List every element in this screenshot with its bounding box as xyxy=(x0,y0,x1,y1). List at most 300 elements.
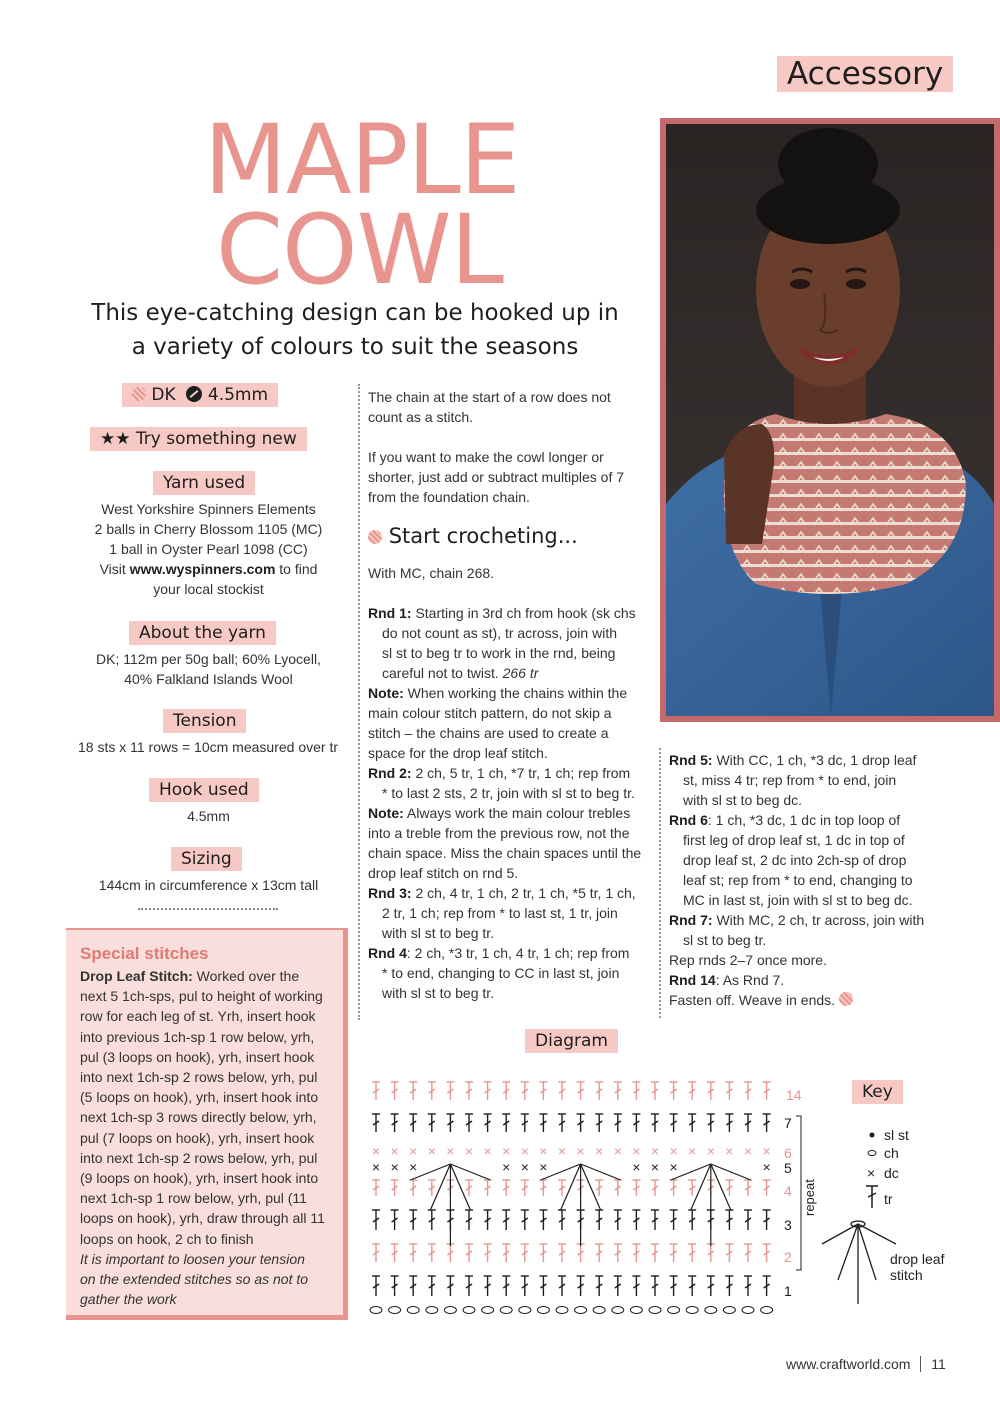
tr-stitch xyxy=(670,1210,678,1230)
yarn-line: 1 ball in Oyster Pearl 1098 (CC) xyxy=(109,541,308,557)
tr-stitch xyxy=(670,1082,678,1100)
tr-stitch xyxy=(465,1244,473,1262)
tr-stitch xyxy=(465,1082,473,1100)
title-line-1: MAPLE xyxy=(204,104,520,216)
key-label: dc xyxy=(884,1165,899,1181)
ch-stitch xyxy=(537,1307,549,1314)
special-stitch-line: loops on hook, 2 ch to finish xyxy=(80,1230,254,1247)
tr-stitch xyxy=(632,1082,640,1100)
tr-stitch xyxy=(670,1244,678,1262)
tr-stitch xyxy=(688,1276,696,1296)
key-label: tr xyxy=(884,1191,893,1207)
tr-stitch xyxy=(521,1180,529,1196)
ch-stitch xyxy=(705,1307,717,1314)
intro-line: The chain at the start of a row does not xyxy=(368,389,611,405)
tr-stitch xyxy=(428,1082,436,1100)
round-label: Rnd 6 xyxy=(669,812,708,828)
round-label: Rnd 14 xyxy=(669,972,716,988)
tr-stitch xyxy=(651,1276,659,1296)
instruction-line: space for the drop leaf stitch. xyxy=(368,745,548,761)
tr-stitch xyxy=(763,1114,771,1132)
yarn-stockist-line xyxy=(66,559,351,579)
footer-website[interactable]: www.craftworld.com xyxy=(786,1356,911,1372)
hook-used-heading: Hook used xyxy=(149,778,259,802)
instruction-line: sl st to beg tr to work in the rnd, being xyxy=(382,645,616,661)
instruction-line: With CC, 1 ch, *3 dc, 1 drop leaf xyxy=(712,752,917,768)
dc-stitch: × xyxy=(650,1159,660,1175)
special-stitch-line: into next 1ch-sp 2 rows below, yrh, pul xyxy=(80,1069,318,1086)
dc-stitch: × xyxy=(762,1143,771,1159)
visit-suffix: to find xyxy=(275,561,318,577)
row-number: 6 xyxy=(784,1145,792,1161)
dc-stitch: × xyxy=(669,1143,678,1159)
tr-stitch xyxy=(539,1276,547,1296)
special-stitch-note: on the extended stitches so as not to xyxy=(80,1271,309,1288)
tr-stitch xyxy=(558,1082,566,1100)
tr-stitch xyxy=(763,1210,771,1230)
tr-stitch xyxy=(670,1114,678,1132)
tr-stitch xyxy=(744,1244,752,1262)
tr-stitch xyxy=(372,1276,380,1296)
dc-stitch: × xyxy=(539,1159,548,1175)
tr-stitch xyxy=(409,1244,417,1262)
dc-stitch: × xyxy=(595,1143,604,1159)
tr-stitch xyxy=(521,1082,529,1100)
about-yarn-line: 40% Falkland Islands Wool xyxy=(124,671,293,687)
row-number: 3 xyxy=(784,1217,792,1233)
tr-stitch xyxy=(558,1276,566,1296)
tr-stitch xyxy=(521,1114,529,1132)
dc-stitch: × xyxy=(539,1143,548,1159)
yarn-used-heading: Yarn used xyxy=(153,471,255,495)
spec-pill xyxy=(122,383,278,407)
tr-stitch xyxy=(502,1244,510,1262)
special-stitch-line: into next 1ch-sp 2 rows below, yrh, pul xyxy=(80,1149,318,1166)
instruction-line: drop leaf stitch on rnd 5. xyxy=(368,865,519,881)
tr-stitch xyxy=(391,1114,399,1132)
tr-stitch xyxy=(577,1244,585,1262)
standfirst-line-2: a variety of colours to suit the seasons xyxy=(131,334,579,360)
visit-prefix: Visit xyxy=(99,561,130,577)
key-label: drop leaf xyxy=(890,1251,945,1267)
dc-stitch: × xyxy=(464,1143,474,1159)
tr-stitch xyxy=(539,1244,547,1262)
round-label: Rnd 5: xyxy=(669,752,713,768)
repeat-bracket xyxy=(796,1116,801,1270)
special-stitch-note: gather the work xyxy=(80,1291,177,1308)
round-label: Rnd 1: xyxy=(368,605,412,621)
special-stitch-line: pul (7 loops on hook), yrh, insert hook xyxy=(80,1129,315,1146)
instruction-line: do not count as st), tr across, join with xyxy=(382,625,617,641)
special-stitches-heading: Special stitches xyxy=(80,944,209,963)
tr-stitch xyxy=(651,1180,659,1196)
tr-stitch xyxy=(521,1244,529,1262)
ch-stitch xyxy=(389,1307,401,1314)
ch-symbol xyxy=(868,1151,876,1156)
dc-stitch: × xyxy=(483,1143,492,1159)
instruction-line: : 1 ch, *3 dc, 1 dc in top loop of xyxy=(707,812,901,828)
diagram-key xyxy=(818,1120,978,1320)
tension-text: 18 sts x 11 rows = 10cm measured over tr xyxy=(77,739,338,755)
tr-stitch xyxy=(688,1082,696,1100)
dc-stitch: × xyxy=(632,1159,641,1175)
tr-stitch xyxy=(446,1082,454,1100)
footer xyxy=(786,1356,946,1372)
tr-stitch xyxy=(539,1210,547,1230)
footer-divider xyxy=(920,1356,921,1372)
special-stitch-line: pul (3 loops on hook), yrh, insert hook xyxy=(80,1048,315,1065)
instruction-line: stitch – the chains are used to create a xyxy=(368,725,609,741)
special-stitch-line: (5 loops on hook), yrh, insert hook into xyxy=(80,1089,319,1106)
ch-stitch xyxy=(761,1307,773,1314)
tr-stitch xyxy=(465,1210,473,1230)
row-number: 1 xyxy=(784,1283,792,1299)
tr-stitch xyxy=(744,1210,752,1230)
tr-stitch xyxy=(484,1244,492,1262)
yarn-ball-icon xyxy=(132,387,146,401)
instruction-line: Fasten off. Weave in ends. xyxy=(669,992,836,1008)
instruction-line: : 2 ch, *3 tr, 1 ch, 4 tr, 1 ch; rep from xyxy=(406,945,630,961)
dc-stitch: × xyxy=(576,1143,585,1159)
dc-stitch: × xyxy=(390,1159,399,1175)
key-label: ch xyxy=(884,1145,899,1161)
tr-stitch xyxy=(372,1082,380,1100)
tr-stitch xyxy=(577,1082,585,1100)
special-stitches-box xyxy=(66,928,348,1320)
tr-stitch xyxy=(391,1180,399,1196)
tr-stitch xyxy=(484,1180,492,1196)
dc-stitch: × xyxy=(762,1159,771,1175)
instruction-line: into a treble from the previous row, not the xyxy=(368,825,630,841)
divider xyxy=(138,908,278,910)
dc-stitch: × xyxy=(409,1159,418,1175)
sl-st-symbol xyxy=(870,1133,875,1138)
tr-stitch xyxy=(595,1082,603,1100)
ch-stitch xyxy=(556,1307,568,1314)
tr-stitch xyxy=(614,1210,622,1230)
tr-stitch xyxy=(428,1114,436,1132)
tr-stitch xyxy=(428,1244,436,1262)
tr-stitch xyxy=(632,1114,640,1132)
round-label: Rnd 7: xyxy=(669,912,713,928)
note-label: Note: xyxy=(368,805,404,821)
instruction-line: chain space. Miss the chain spaces until the xyxy=(368,845,642,861)
instruction-line: st, miss 4 tr; rep from * to end, join xyxy=(683,772,897,788)
instruction-line: 2 ch, 4 tr, 1 ch, 2 tr, 1 ch, *5 tr, 1 ch, xyxy=(411,885,636,901)
ch-stitch xyxy=(575,1307,587,1314)
column-divider xyxy=(659,748,661,1018)
tr-stitch xyxy=(688,1210,696,1230)
intro-line: count as a stitch. xyxy=(368,409,474,425)
hook-used-text: 4.5mm xyxy=(187,808,230,824)
model-photo xyxy=(660,118,1000,722)
ch-stitch xyxy=(444,1307,456,1314)
dc-stitch: × xyxy=(743,1143,753,1159)
tr-stitch xyxy=(744,1180,752,1196)
key-label: stitch xyxy=(890,1267,923,1283)
special-stitch-note: It is important to loosen your tension xyxy=(80,1250,305,1267)
sizing-heading: Sizing xyxy=(171,847,242,871)
special-stitch-term: Drop Leaf Stitch: xyxy=(80,968,193,984)
tr-stitch xyxy=(539,1114,547,1132)
dc-stitch: × xyxy=(409,1143,418,1159)
tr-stitch xyxy=(484,1210,492,1230)
repeat-label: repeat xyxy=(802,1179,817,1216)
tr-stitch xyxy=(465,1276,473,1296)
special-stitch-line: next 1ch-sp 3 rows directly below, yrh, xyxy=(80,1109,317,1126)
ch-stitch xyxy=(500,1307,512,1314)
stitch-count: 266 tr xyxy=(502,665,539,681)
tr-stitch xyxy=(558,1210,566,1230)
ch-stitch xyxy=(612,1307,624,1314)
tr-stitch xyxy=(763,1180,771,1196)
key-label: sl st xyxy=(884,1127,909,1143)
tr-stitch xyxy=(725,1244,733,1262)
about-yarn-heading: About the yarn xyxy=(129,621,276,645)
round-label: Rnd 3: xyxy=(368,885,412,901)
dc-stitch: × xyxy=(725,1143,734,1159)
tension-heading: Tension xyxy=(163,709,246,733)
instruction-line: first leg of drop leaf st, 1 dc in top of xyxy=(683,832,905,848)
tr-stitch xyxy=(484,1114,492,1132)
tr-stitch xyxy=(670,1276,678,1296)
tr-stitch xyxy=(744,1082,752,1100)
tr-stitch xyxy=(577,1276,585,1296)
special-stitch-text: Worked over the xyxy=(192,968,300,984)
tr-stitch xyxy=(651,1082,659,1100)
round-label: Rnd 4 xyxy=(368,945,407,961)
instruction-line: * to end, changing to CC in last st, join xyxy=(382,965,620,981)
tr-stitch xyxy=(446,1114,454,1132)
dc-stitch: × xyxy=(557,1143,567,1159)
tr-stitch xyxy=(632,1210,640,1230)
tr-stitch xyxy=(409,1180,417,1196)
sizing-text: 144cm in circumference x 13cm tall xyxy=(98,877,319,893)
tr-stitch xyxy=(670,1180,678,1196)
note-label: Note: xyxy=(368,685,404,701)
tr-stitch xyxy=(539,1180,547,1196)
tr-stitch xyxy=(558,1114,566,1132)
row-number: 5 xyxy=(784,1160,792,1176)
start-crocheting-heading xyxy=(368,521,658,551)
diagram-heading: Diagram xyxy=(525,1029,618,1053)
drop-leaf-stitch xyxy=(541,1164,621,1246)
ch-stitch xyxy=(742,1307,754,1314)
instruction-line: with sl st to beg tr. xyxy=(382,925,495,941)
tr-stitch xyxy=(763,1244,771,1262)
tr-stitch xyxy=(428,1210,436,1230)
instruction-line: 2 ch, 5 tr, 1 ch, *7 tr, 1 ch; rep from xyxy=(411,765,631,781)
instructions-right xyxy=(669,750,959,1010)
tr-stitch xyxy=(725,1210,733,1230)
tr-stitch xyxy=(372,1244,380,1262)
start-heading-text: Start crocheting... xyxy=(388,524,578,548)
tr-stitch xyxy=(428,1180,436,1196)
tr-stitch xyxy=(372,1180,380,1196)
round-label: Rnd 2: xyxy=(368,765,412,781)
tr-stitch xyxy=(465,1114,473,1132)
tr-stitch xyxy=(577,1114,585,1132)
tr-stitch xyxy=(614,1082,622,1100)
dc-symbol: × xyxy=(867,1165,876,1181)
section-tag: Accessory xyxy=(777,56,953,92)
special-stitch-line: into previous 1ch-sp 1 row below, yrh, xyxy=(80,1028,315,1045)
dc-stitch: × xyxy=(520,1159,529,1175)
tr-stitch xyxy=(502,1180,510,1196)
dc-stitch: × xyxy=(427,1143,436,1159)
tr-stitch xyxy=(744,1114,752,1132)
tr-symbol xyxy=(866,1186,878,1208)
tr-stitch xyxy=(409,1114,417,1132)
special-stitch-line: (9 loops on hook), yrh, insert hook into xyxy=(80,1170,319,1187)
tr-stitch xyxy=(372,1114,380,1132)
yarn-ball-icon xyxy=(368,530,382,544)
tr-stitch xyxy=(614,1180,622,1196)
tr-stitch xyxy=(614,1244,622,1262)
instruction-line: 2 tr, 1 ch; rep from * to last st, 1 tr, join xyxy=(382,905,618,921)
about-yarn-text xyxy=(66,649,351,689)
tr-stitch xyxy=(595,1180,603,1196)
tr-stitch xyxy=(391,1210,399,1230)
tr-stitch xyxy=(725,1082,733,1100)
ch-stitch xyxy=(519,1307,531,1314)
yarn-line: 2 balls in Cherry Blossom 1105 (MC) xyxy=(94,521,323,537)
tr-stitch xyxy=(446,1244,454,1262)
tr-stitch xyxy=(707,1244,715,1262)
instruction-line: Rep rnds 2–7 once more. xyxy=(669,952,827,968)
tr-stitch xyxy=(409,1210,417,1230)
tr-stitch xyxy=(409,1276,417,1296)
instruction-line: careful not to twist. xyxy=(382,665,503,681)
yarn-line: your local stockist xyxy=(153,581,264,597)
tr-stitch xyxy=(688,1114,696,1132)
dc-stitch: × xyxy=(669,1159,678,1175)
instruction-line: sl st to beg tr. xyxy=(683,932,767,948)
dc-stitch: × xyxy=(502,1143,511,1159)
tr-stitch xyxy=(651,1244,659,1262)
column-divider xyxy=(358,384,360,1020)
intro-line: from the foundation chain. xyxy=(368,489,530,505)
tr-stitch xyxy=(539,1082,547,1100)
tr-stitch xyxy=(707,1082,715,1100)
ch-stitch xyxy=(668,1307,680,1314)
standfirst-line-1: This eye-catching design can be hooked up in xyxy=(91,300,619,326)
instruction-line: With MC, chain 268. xyxy=(368,565,495,581)
tr-stitch xyxy=(391,1082,399,1100)
about-yarn-line: DK; 112m per 50g ball; 60% Lyocell, xyxy=(96,651,321,667)
special-stitch-line: next 1ch-sp 1 row below, yrh, pul (11 xyxy=(80,1190,307,1207)
tr-stitch xyxy=(558,1244,566,1262)
dc-stitch: × xyxy=(502,1159,511,1175)
tr-stitch xyxy=(725,1276,733,1296)
tr-stitch xyxy=(614,1276,622,1296)
dc-stitch: × xyxy=(613,1143,622,1159)
difficulty-pill xyxy=(90,427,307,451)
instruction-line: MC in last st, join with sl st to beg dc. xyxy=(683,892,913,908)
stockist-link[interactable]: www.wyspinners.com xyxy=(129,561,276,577)
drop-leaf-stitch xyxy=(671,1164,751,1246)
tr-stitch xyxy=(744,1276,752,1296)
instruction-line: with sl st to beg dc. xyxy=(683,792,803,808)
ch-stitch xyxy=(723,1307,735,1314)
tr-stitch xyxy=(595,1244,603,1262)
tr-stitch xyxy=(558,1180,566,1196)
ch-stitch xyxy=(370,1307,382,1314)
tr-stitch xyxy=(595,1276,603,1296)
dc-stitch: × xyxy=(650,1143,660,1159)
diagram-stitches xyxy=(370,1082,773,1314)
tr-stitch xyxy=(502,1210,510,1230)
tr-stitch xyxy=(632,1180,640,1196)
instruction-line: drop leaf st, 2 dc into 2ch-sp of drop xyxy=(683,852,907,868)
ch-stitch xyxy=(686,1307,698,1314)
tr-stitch xyxy=(763,1276,771,1296)
row-number: 14 xyxy=(786,1087,802,1103)
tr-stitch xyxy=(409,1082,417,1100)
tr-stitch xyxy=(688,1180,696,1196)
dc-stitch: × xyxy=(632,1143,641,1159)
special-stitch-line: row for each leg of st. Yrh, insert hook xyxy=(80,1008,316,1025)
tr-stitch xyxy=(465,1180,473,1196)
tr-stitch xyxy=(763,1082,771,1100)
difficulty-label: Try something new xyxy=(135,429,297,449)
tr-stitch xyxy=(614,1114,622,1132)
ch-stitch xyxy=(630,1307,642,1314)
hook-size: 4.5mm xyxy=(207,385,269,405)
instructions-middle xyxy=(368,387,658,1003)
tr-stitch xyxy=(651,1210,659,1230)
special-stitch-line: next 5 1ch-sps, pul to height of working xyxy=(80,988,323,1005)
instruction-line: main colour stitch pattern, do not skip a xyxy=(368,705,612,721)
tr-stitch xyxy=(707,1276,715,1296)
dc-stitch: × xyxy=(390,1143,399,1159)
yarn-ball-icon xyxy=(839,992,853,1006)
tr-stitch xyxy=(391,1276,399,1296)
dc-stitch: × xyxy=(371,1159,381,1175)
yarn-used-text xyxy=(66,499,351,599)
instruction-line: With MC, 2 ch, tr across, join with xyxy=(712,912,925,928)
key-heading: Key xyxy=(852,1080,903,1104)
dc-stitch: × xyxy=(446,1143,455,1159)
tr-stitch xyxy=(707,1114,715,1132)
model-illustration xyxy=(666,124,994,716)
tr-stitch xyxy=(484,1276,492,1296)
ch-stitch xyxy=(649,1307,661,1314)
tr-stitch xyxy=(651,1114,659,1132)
tr-stitch xyxy=(502,1082,510,1100)
instruction-line: Starting in 3rd ch from hook (sk chs xyxy=(411,605,636,621)
ch-stitch xyxy=(482,1307,494,1314)
intro-line: shorter, just add or subtract multiples of 7 xyxy=(368,469,625,485)
tr-stitch xyxy=(391,1244,399,1262)
tr-stitch xyxy=(502,1276,510,1296)
standfirst xyxy=(60,296,650,364)
ch-stitch xyxy=(426,1307,438,1314)
crochet-hook-icon xyxy=(186,386,202,402)
tr-stitch xyxy=(502,1114,510,1132)
tr-stitch xyxy=(595,1210,603,1230)
dc-stitch: × xyxy=(688,1143,697,1159)
row-number: 4 xyxy=(784,1183,792,1199)
difficulty-stars: ★★ xyxy=(100,429,131,449)
dc-stitch: × xyxy=(706,1143,715,1159)
instruction-line: * to last 2 sts, 2 tr, join with sl st to beg tr. xyxy=(382,785,635,801)
dc-stitch: × xyxy=(520,1143,529,1159)
tr-stitch xyxy=(632,1244,640,1262)
page-number: 11 xyxy=(931,1356,946,1372)
tr-stitch xyxy=(521,1276,529,1296)
ch-stitch xyxy=(463,1307,475,1314)
